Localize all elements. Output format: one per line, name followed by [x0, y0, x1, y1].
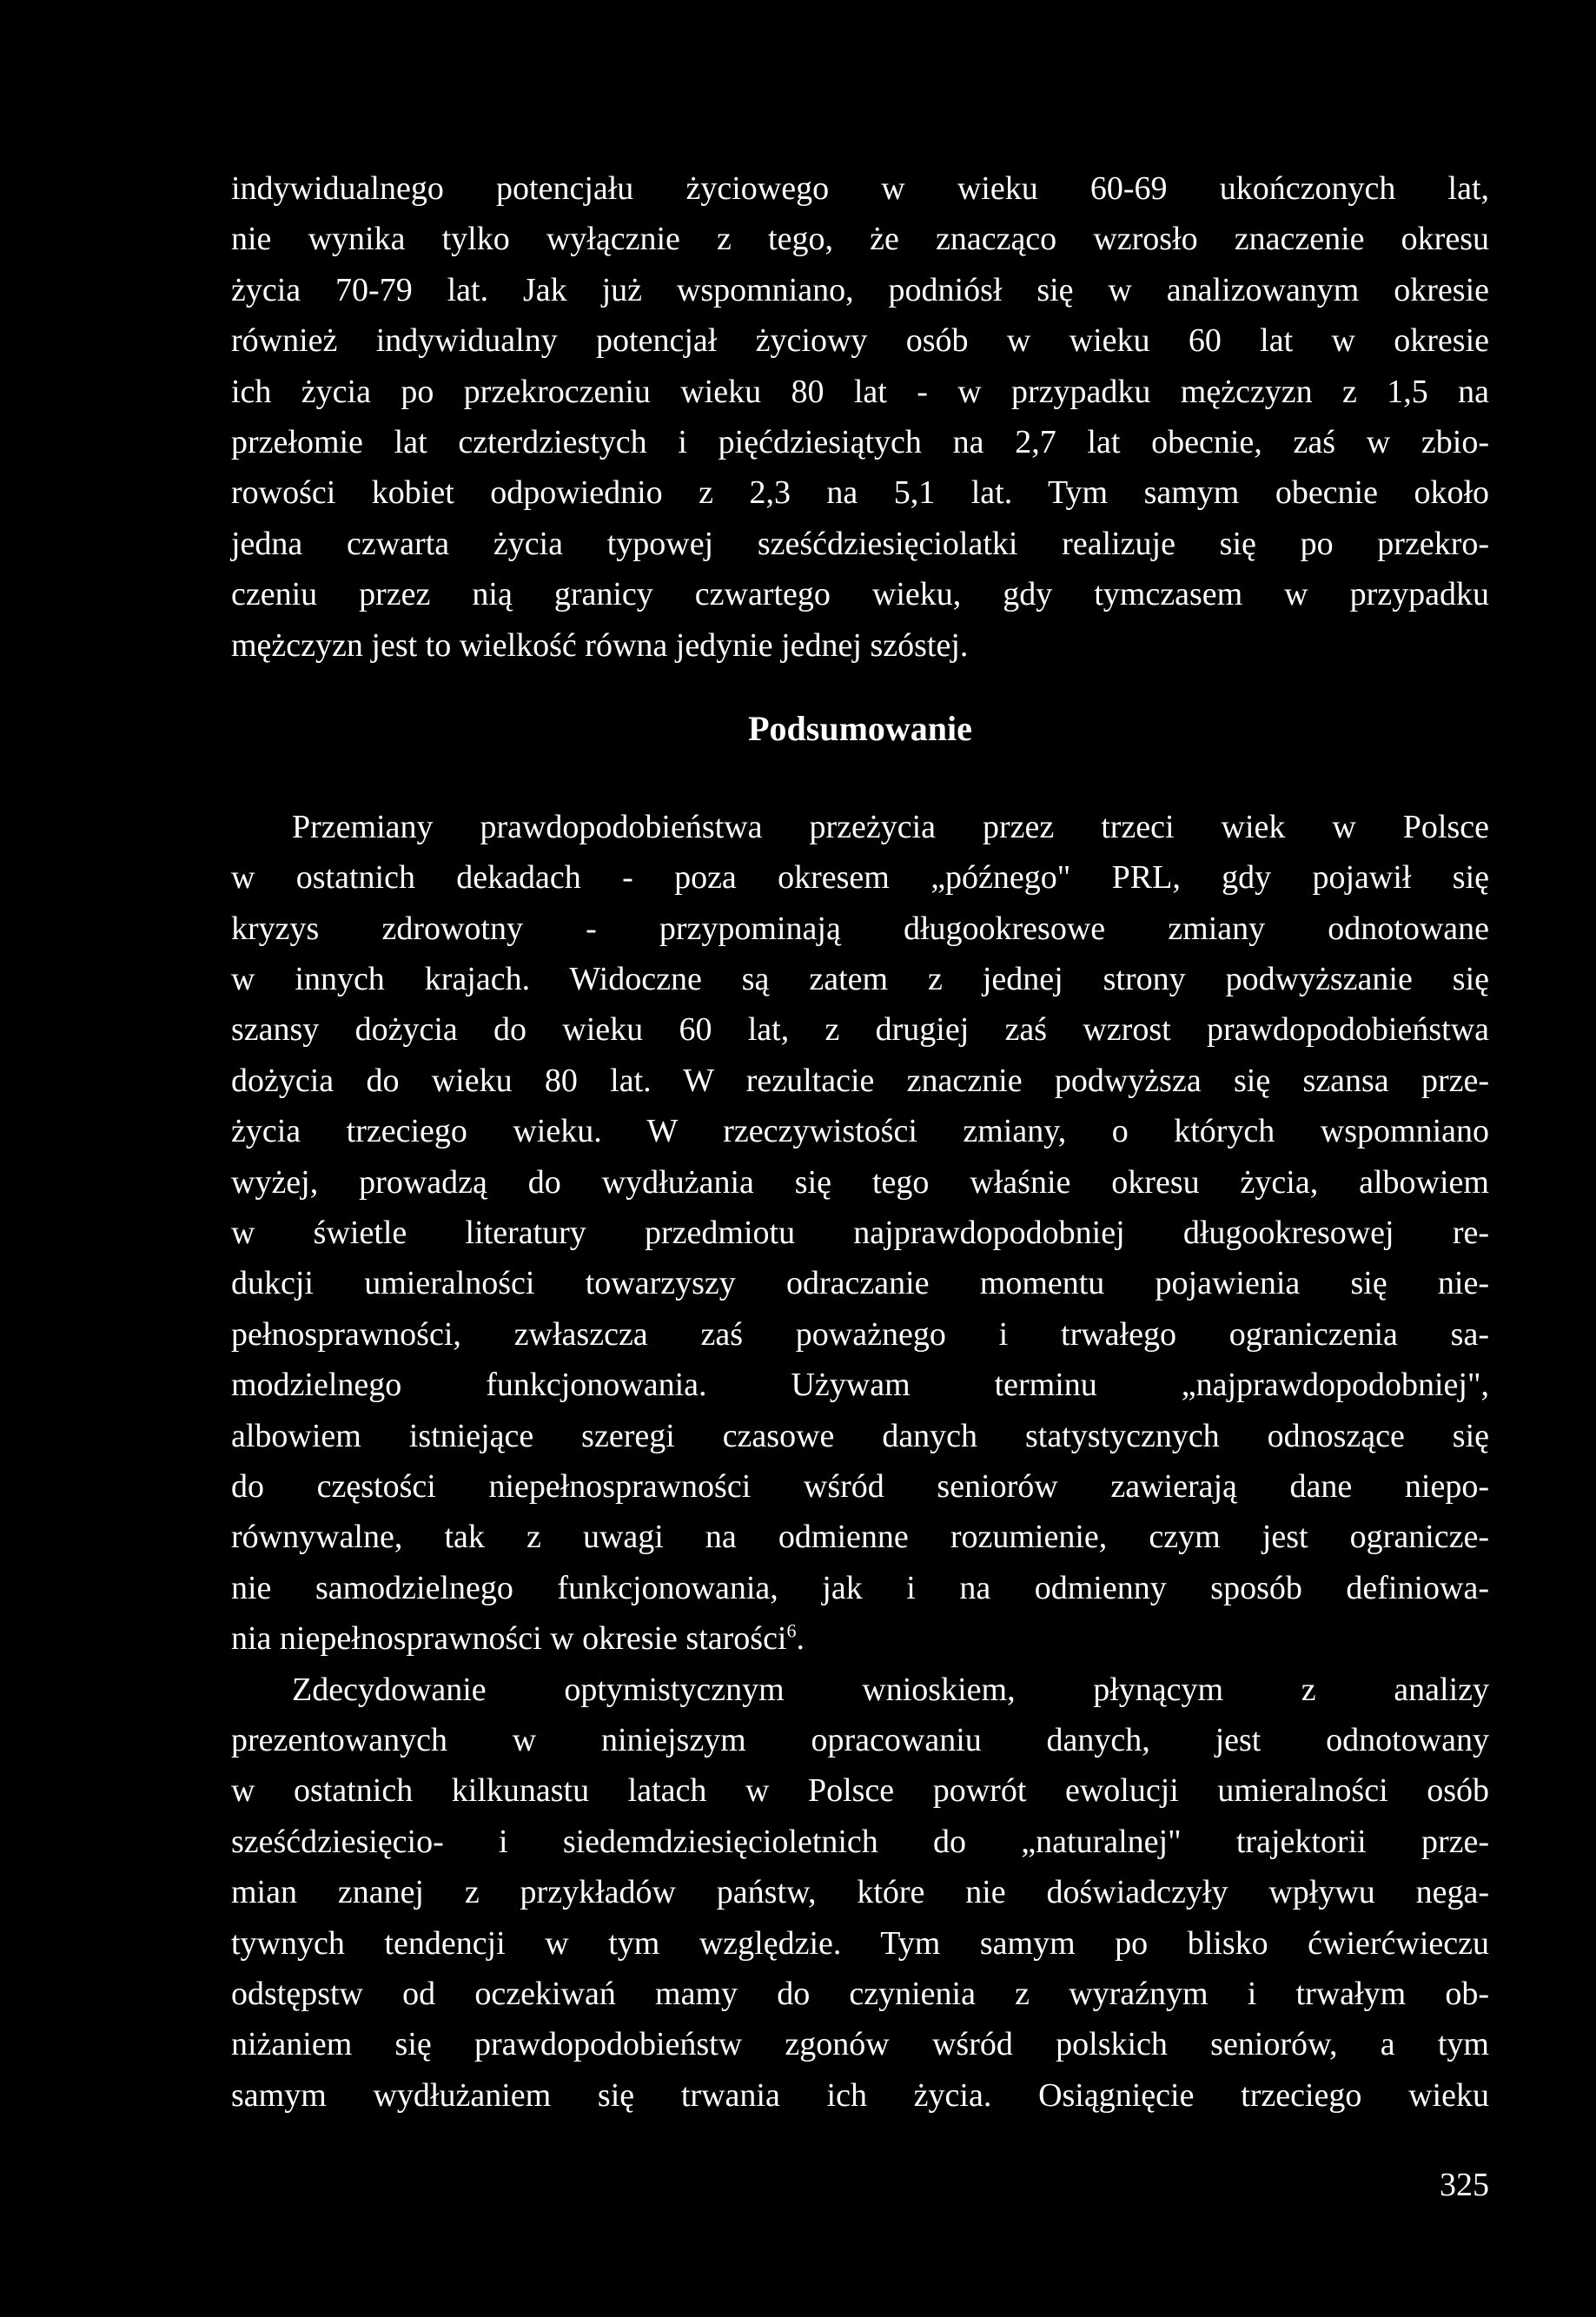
text-line: w ostatnich kilkunastu latach w Polsce powrót ewolucji umieralności osób: [231, 1772, 1489, 1810]
text-line: modzielnego funkcjonowania. Używam terminu „najprawdopodobniej",: [231, 1367, 1489, 1404]
text-line: nie wynika tylko wyłącznie z tego, że znacząco wzrosło znaczenie okresu: [231, 221, 1489, 258]
text-line: prezentowanych w niniejszym opracowaniu danych, jest odnotowany: [231, 1721, 1489, 1758]
text-line: mężczyzn jest to wielkość równa jedynie jednej szóstej.: [231, 626, 969, 664]
text-line: życia 70-79 lat. Jak już wspomniano, podniósł się w analizowanym okresie: [231, 271, 1489, 308]
text-line: czeniu przez nią granicy czwartego wieku, gdy tymczasem w przypadku: [231, 576, 1489, 613]
text-line: ich życia po przekroczeniu wieku 80 lat - w przypadku mężczyzn z 1,5 na: [231, 373, 1489, 410]
document-page: [231, 163, 1489, 2121]
text-line: Przemiany prawdopodobieństwa przeżycia przez trzeci wiek w Polsce: [292, 808, 1489, 845]
text-line: równywalne, tak z uwagi na odmienne rozumienie, czym jest ogranicze-: [231, 1519, 1489, 1556]
text-line: dożycia do wieku 80 lat. W rezultacie znacznie podwyższa się szansa prze-: [231, 1062, 1489, 1099]
section-heading: Podsumowanie: [748, 708, 972, 748]
text-line: życia trzeciego wieku. W rzeczywistości zmiany, o których wspomniano: [231, 1113, 1489, 1150]
text-line: przełomie lat czterdziestych i pięćdziesiątych na 2,7 lat obecnie, zaś w zbio-: [231, 423, 1489, 460]
footnote-reference[interactable]: 6: [786, 1619, 797, 1642]
text-line: samym wydłużaniem się trwania ich życia. Osiągnięcie trzeciego wieku: [231, 2076, 1489, 2114]
summary-paragraph: [231, 802, 1489, 1665]
text-line: nie samodzielnego funkcjonowania, jak i na odmienny sposób definiowa-: [231, 1569, 1489, 1606]
text-line: w ostatnich dekadach - poza okresem „późnego" PRL, gdy pojawił się: [231, 859, 1489, 897]
text-line: kryzys zdrowotny - przypominają długookresowe zmiany odnotowane: [231, 910, 1489, 947]
text-line: szansy dożycia do wieku 60 lat, z drugiej zaś wzrost prawdopodobieństwa: [231, 1011, 1489, 1049]
text-line: odstępstw od oczekiwań mamy do czynienia z wyraźnym i trwałym ob-: [231, 1975, 1489, 2012]
text-line-with-footnote: [231, 1613, 1489, 1664]
page-number: 325: [1440, 2167, 1489, 2203]
text-fragment: .: [796, 1620, 805, 1658]
paragraph-continuation: [231, 163, 1489, 671]
text-line: pełnosprawności, zwłaszcza zaś poważnego i trwałego ograniczenia sa-: [231, 1315, 1489, 1353]
text-line: do częstości niepełnosprawności wśród seniorów zawierają dane niepo-: [231, 1467, 1489, 1505]
text-line: również indywidualny potencjał życiowy osób w wieku 60 lat w okresie: [231, 322, 1489, 360]
text-line: albowiem istniejące szeregi czasowe danych statystycznych odnoszące się: [231, 1417, 1489, 1454]
text-line: tywnych tendencji w tym względzie. Tym samym po blisko ćwierćwieczu: [231, 1924, 1489, 1962]
text-line: wyżej, prowadzą do wydłużania się tego właśnie okresu życia, albowiem: [231, 1163, 1489, 1201]
text-line: rowości kobiet odpowiednio z 2,3 na 5,1 lat. Tym samym obecnie około: [231, 474, 1489, 512]
text-line: dukcji umieralności towarzyszy odraczanie momentu pojawienia się nie-: [231, 1265, 1489, 1302]
text-line: w innych krajach. Widoczne są zatem z jednej strony podwyższanie się: [231, 961, 1489, 998]
text-line: niżaniem się prawdopodobieństw zgonów wśród polskich seniorów, a tym: [231, 2026, 1489, 2063]
conclusion-paragraph: [231, 1665, 1489, 2122]
text-line: Zdecydowanie optymistycznym wnioskiem, płynącym z analizy: [292, 1671, 1489, 1708]
text-line: w świetle literatury przedmiotu najprawdopodobniej długookresowej re-: [231, 1215, 1489, 1252]
text-line: sześćdziesięcio- i siedemdziesięcioletnich do „naturalnej" trajektorii prze-: [231, 1823, 1489, 1860]
text-fragment: nia niepełnosprawności w okresie starości: [231, 1620, 787, 1658]
text-line: indywidualnego potencjału życiowego w wieku 60-69 ukończonych lat,: [231, 170, 1489, 207]
text-line: mian znanej z przykładów państw, które nie doświadczyły wpływu nega-: [231, 1874, 1489, 1911]
text-line: jedna czwarta życia typowej sześćdziesięciolatki realizuje się po przekro-: [231, 525, 1489, 562]
